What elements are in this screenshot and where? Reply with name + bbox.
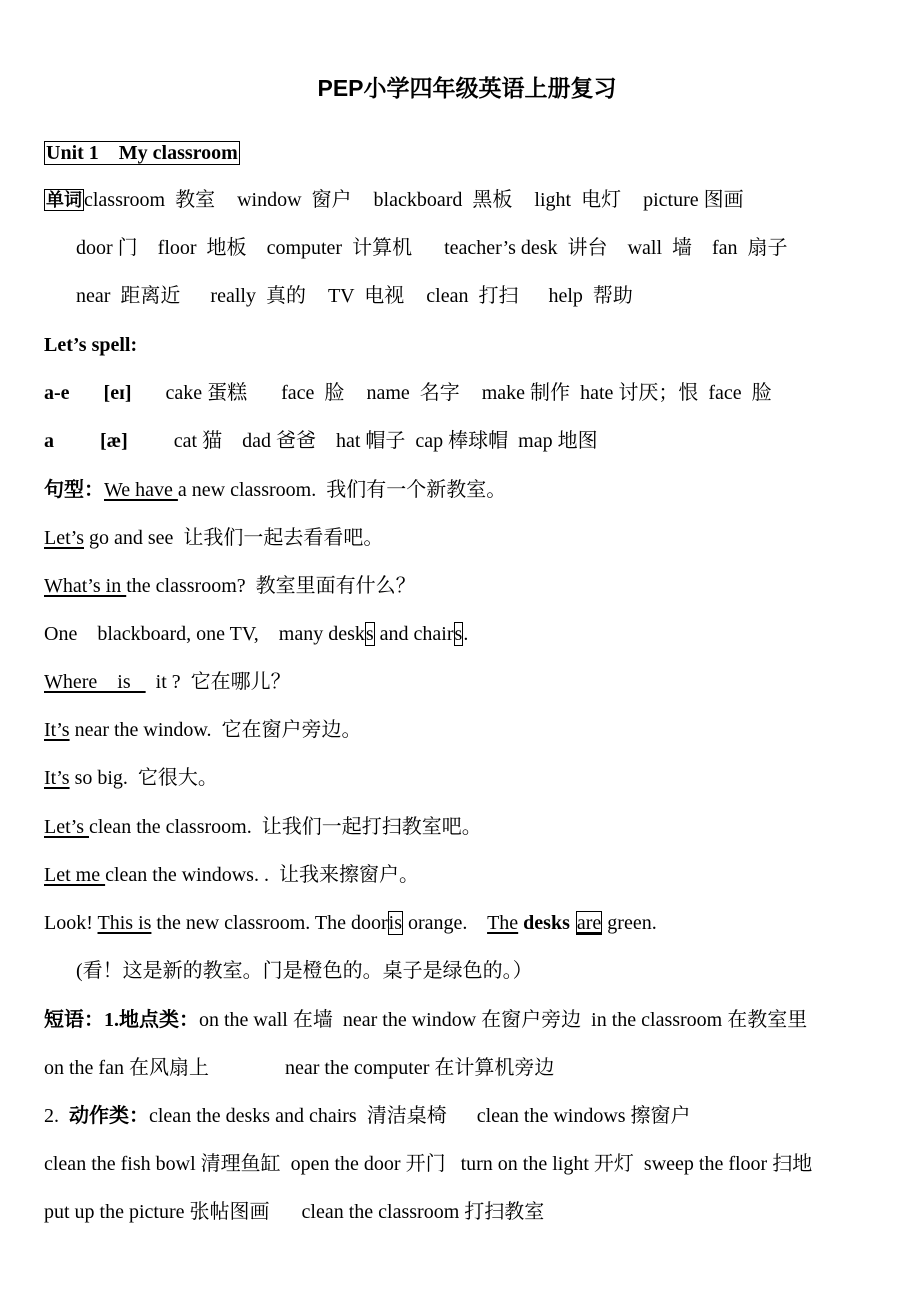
spell-letter: a-e	[44, 382, 70, 404]
sentence-10-translation: (看！这是新的教室。门是橙色的。桌子是绿色的。）	[76, 960, 533, 982]
word-item: computer 计算机	[266, 237, 413, 259]
spell-word: dad 爸爸	[242, 430, 316, 452]
word-item: clean 打扫	[426, 285, 519, 307]
phrases-row-1: 短语：1.地点类：on the wall 在墙 near the window 在窗户旁边 in the classroom 在教室里	[44, 1009, 808, 1031]
word-item: wall 墙	[627, 237, 692, 259]
unit-heading-line	[44, 140, 240, 166]
spell-row-2	[44, 428, 598, 454]
phrases-row-4: clean the fish bowl 清理鱼缸 open the door 开门 turn on the light 开灯 sweep the floor 扫地	[44, 1153, 813, 1175]
spell-word: face 脸	[281, 382, 345, 404]
phrases-row-2: on the fan 在风扇上 near the computer 在计算机旁边	[44, 1057, 555, 1079]
word-item: window 窗户	[237, 189, 352, 211]
verb-is-box: is	[388, 912, 403, 934]
spell-row-1	[44, 380, 772, 406]
sentence-3: What’s in the classroom? 教室里面有什么？	[44, 575, 416, 597]
word-item: picture 图画	[643, 189, 744, 211]
sentence-6: It’s near the window. 它在窗户旁边。	[44, 719, 362, 741]
sentence-1: 句型：We have a new classroom. 我们有一个新教室。	[44, 479, 507, 501]
spell-letter: a	[44, 430, 54, 452]
spell-word: hat 帽子	[335, 430, 406, 452]
word-item: fan 扇子	[712, 237, 788, 259]
spell-word: cat 猫	[173, 430, 223, 452]
spell-word: map 地图	[518, 430, 598, 452]
phrases-row-3: 2. 动作类：clean the desks and chairs 清洁桌椅 clean the windows 擦窗户	[44, 1105, 691, 1127]
plural-s-box: s	[365, 623, 374, 645]
word-item: teacher’s desk 讲台	[444, 237, 608, 259]
word-item: door 门	[76, 237, 138, 259]
word-item: help 帮助	[548, 285, 633, 307]
sentence-7: It’s so big. 它很大。	[44, 767, 218, 789]
word-item: classroom 教室	[84, 189, 216, 211]
sentences-label: 句型：	[44, 479, 104, 501]
word-item: really 真的	[210, 285, 306, 307]
sentence-2: Let’s go and see 让我们一起去看看吧。	[44, 527, 384, 549]
spell-word: cap 棒球帽	[415, 430, 509, 452]
sentence-5: Where is it ? 它在哪儿？	[44, 671, 291, 693]
spell-word: cake 蛋糕	[165, 382, 248, 404]
sentence-4: One blackboard, one TV, many desks and chairs.	[44, 623, 469, 645]
verb-are-box: are	[576, 912, 602, 934]
sentence-10: Look! This is the new classroom. The dooris orange. The desks are green.	[44, 912, 657, 934]
spell-word: hate 讨厌；恨	[580, 382, 699, 404]
page-title: PEP小学四年级英语上册复习	[317, 75, 617, 101]
spell-heading: Let’s spell:	[44, 334, 138, 356]
word-item: floor 地板	[157, 237, 247, 259]
spell-ipa: [æ]	[100, 430, 128, 452]
spell-word: face 脸	[708, 382, 772, 404]
spell-ipa: [eɪ]	[103, 382, 132, 404]
spell-word: make 制作	[481, 382, 571, 404]
unit-heading: Unit 1 My classroom	[46, 142, 238, 164]
word-item: TV 电视	[327, 285, 405, 307]
plural-s-box: s	[454, 623, 463, 645]
words-row-3	[76, 283, 633, 309]
sentence-8: Let’s clean the classroom. 让我们一起打扫教室吧。	[44, 816, 482, 838]
word-item: light 电灯	[534, 189, 622, 211]
action-phrases-label: 动作类：	[69, 1105, 149, 1127]
spell-word: name 名字	[366, 382, 460, 404]
words-label: 单词	[46, 190, 82, 210]
words-row-1	[44, 187, 744, 213]
phrases-label: 短语：1.地点类：	[44, 1009, 199, 1031]
sentence-9: Let me clean the windows. . 让我来擦窗户。	[44, 864, 419, 886]
word-item: near 距离近	[76, 285, 181, 307]
word-item: blackboard 黑板	[373, 189, 513, 211]
phrases-row-5: put up the picture 张帖图画 clean the classroom 打扫教室	[44, 1201, 545, 1223]
words-row-2	[76, 235, 788, 261]
